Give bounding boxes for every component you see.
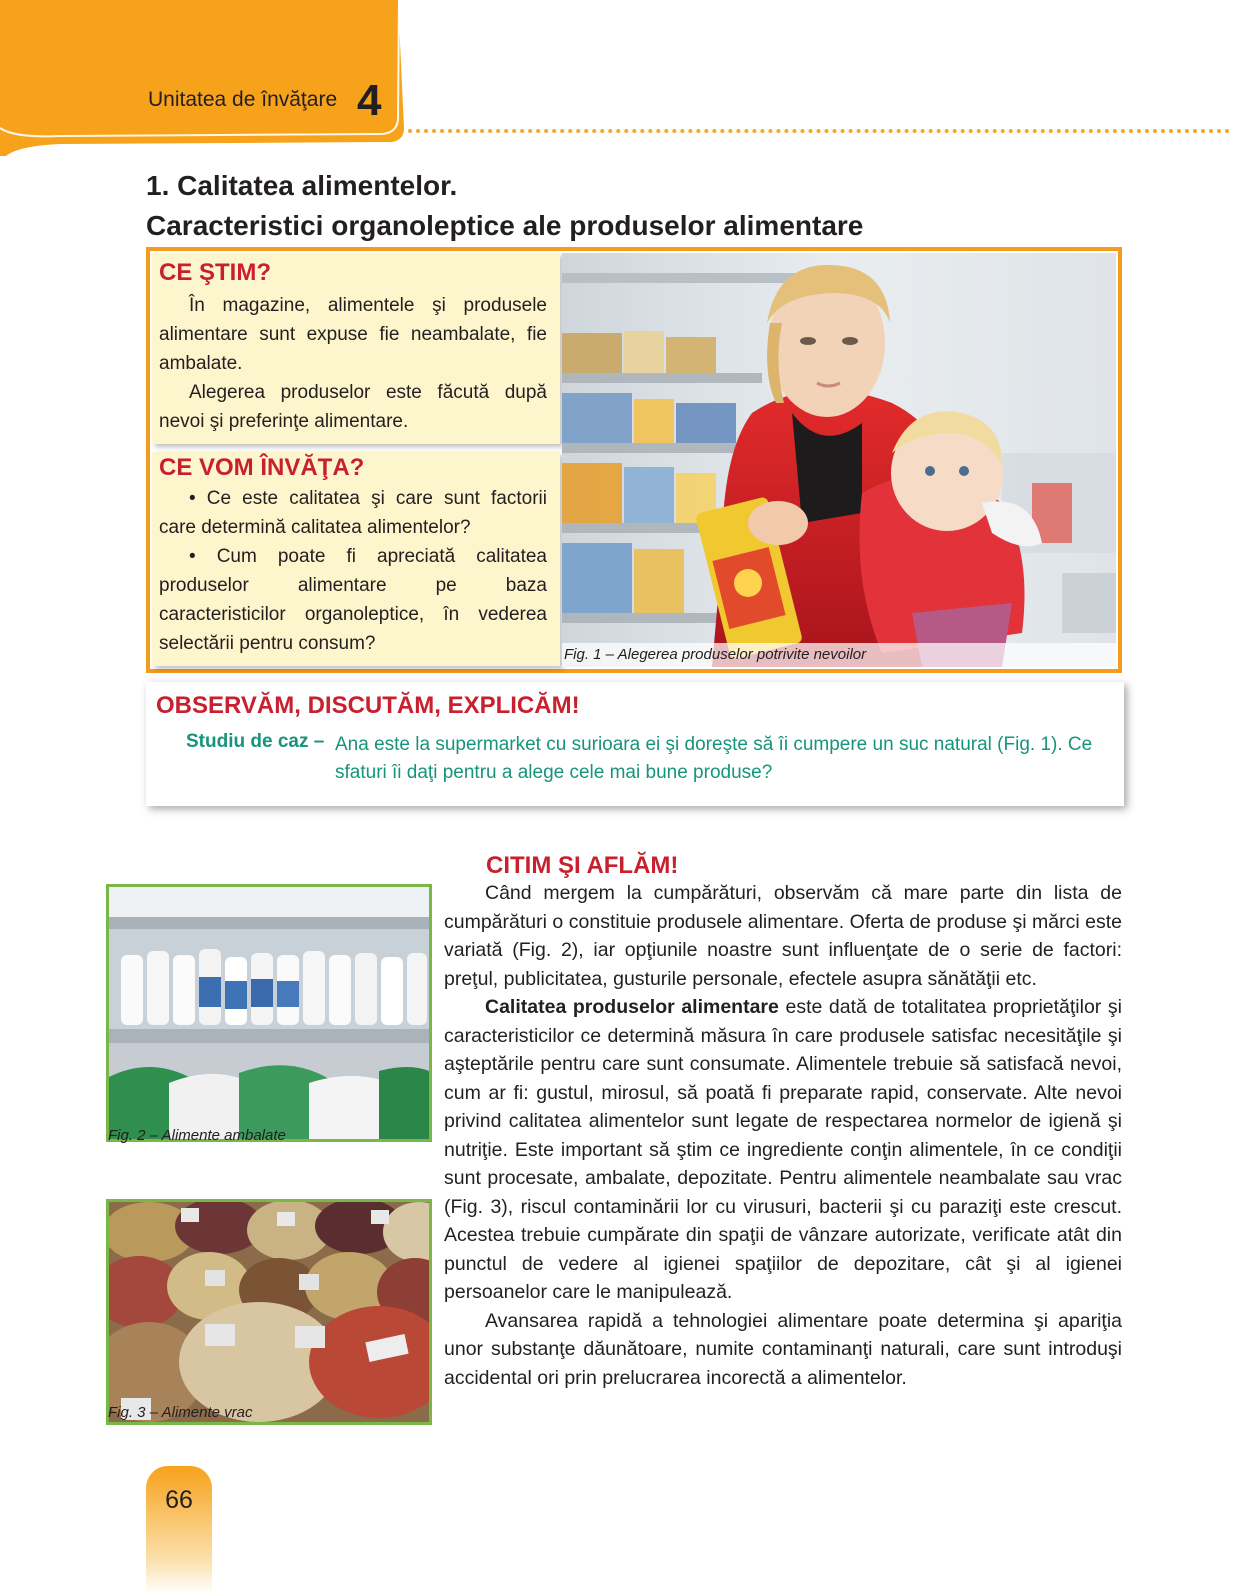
figure2-photo [106, 884, 432, 1142]
learn-box [152, 452, 560, 666]
header-dotted-line [408, 129, 1230, 133]
figure3-caption: Fig. 3 – Alimente vrac [108, 1404, 253, 1421]
quality-definition-text: este dată de totalitatea proprietăţilor şi caracteristicilor ce determină măsura în care produsele satisfac necesităţile şi aşteptările pentru care sunt consumate. Alimentele trebuie să satisfacă nevoi, cum ar fi: gustul, mirosul, să poată fi preparate rapid, conservate. Alte nevoi privind calitatea alimentelor sunt legate de respectarea normelor de igienă şi nutriţie. Este important să ştim ce ingrediente conţin alimentele, în ce condiţii sunt procesate, ambalate, depozitate. Pentru alimentele neambalate sau vrac (Fig. 3), riscul contaminării lor cu virusuri, bacterii şi cu paraziţi este crescut. Acestea trebuie cumpărate din spaţii de vânzare autorizate, verificate atât din punctul de vedere al igienei spaţiilor de depozitare, cât şi al igienei persoanelor care le manipulează. [444, 996, 1122, 1303]
figure3-photo [106, 1199, 432, 1425]
know-heading: CE ŞTIM? [159, 259, 271, 286]
know-paragraph: În magazine, alimentele şi produsele alimentare sunt expuse fie neambalate, fie ambalate. [159, 295, 547, 374]
know-box [152, 253, 560, 444]
reading-paragraph-3: Avansarea rapidă a tehnologiei alimentare poate determina şi apariţia unor substanţe dăunătoare, numite contaminanţi naturali, care sunt introduşi accidental ori prin prelucrarea incorectă a alimentelor. [444, 1309, 1122, 1389]
page-number: 66 [165, 1486, 193, 1514]
learn-bullet: • Ce este calitatea şi care sunt factorii care determină calitatea alimentelor? [159, 488, 547, 538]
case-study-text: Ana este la supermarket cu surioara ei şi doreşte să îi cumpere un suc natural (Fig. 1). Ce sfaturi îi daţi pentru a alege cele mai bune produse? [335, 734, 1093, 783]
reading-paragraph-2 [444, 993, 1122, 1307]
bulk-piles [109, 1202, 429, 1422]
figure1-caption: Fig. 1 – Alegerea produselor potrivite nevoilor [562, 643, 1116, 667]
lesson-title-line1: 1. Calitatea alimentelor. [146, 170, 458, 201]
know-paragraph: Alegerea produselor este făcută după nevoi şi preferinţe alimentare. [159, 382, 547, 432]
reading-body [444, 879, 1122, 1392]
learn-text [159, 484, 547, 658]
page-number-tab [146, 1466, 212, 1594]
case-study-label: Studiu de caz – [186, 731, 325, 752]
unit-number: 4 [357, 76, 382, 125]
unit-header-tab [0, 0, 406, 156]
lesson-title-line2: Caracteristici organoleptice ale produselor alimentare [146, 210, 864, 241]
know-text [159, 291, 547, 436]
figure1-photo [562, 253, 1116, 667]
reading-paragraph-1: Când mergem la cumpărături, observăm că mare parte din lista de cumpărături o constituie produsele alimentare. Oferta de produse şi mărci este variată (Fig. 2), iar opţiunile noastre sunt influenţate de o serie de factori: preţul, publicitatea, gusturile personale, efectele asupra sănătăţii etc. [444, 882, 1122, 990]
observe-box [146, 682, 1124, 806]
header-tab-shape [0, 0, 406, 156]
lesson-title [146, 166, 1146, 246]
learn-heading: CE VOM ÎNVĂŢA? [159, 454, 365, 481]
reading-heading: CITIM ŞI AFLĂM! [486, 852, 679, 879]
observe-heading: OBSERVĂM, DISCUTĂM, EXPLICĂM! [156, 692, 580, 719]
bulk-food-illustration [109, 1202, 429, 1422]
packaged-food-illustration [109, 887, 429, 1139]
quality-definition-term: Calitatea produselor alimentare [485, 996, 779, 1018]
learn-bullet: • Cum poate fi apreciată calitatea produselor alimentare pe baza caracteristicilor organoleptice, în vederea selectării pentru consum? [159, 546, 547, 654]
figure2-caption: Fig. 2 – Alimente ambalate [108, 1127, 286, 1144]
supermarket-illustration [562, 253, 1116, 667]
unit-label: Unitatea de învăţare [148, 88, 338, 111]
